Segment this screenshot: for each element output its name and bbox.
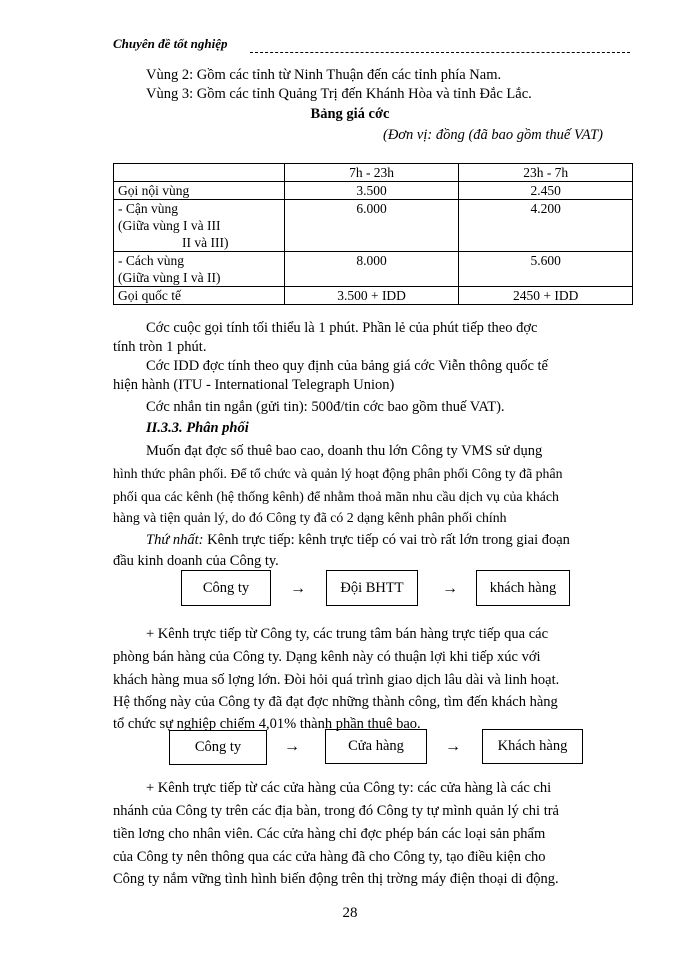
- day-rate: 3.500 + IDD: [284, 287, 459, 305]
- paragraph-line: [146, 532, 570, 549]
- night-rate: 5.600: [459, 252, 633, 287]
- row-label-line: (Giữa vùng I và III: [118, 218, 221, 233]
- table-title: Bảng giá cớc: [310, 106, 390, 122]
- flow-box-customer: Khách hàng: [482, 729, 583, 764]
- row-label-line: Gọi quốc tế: [118, 288, 181, 303]
- intro-line: Vùng 3: Gồm các tỉnh Quảng Trị đến Khánh Hòa và tỉnh Đắc Lắc.: [146, 86, 532, 102]
- first-text: Kênh trực tiếp: kênh trực tiếp có vai trò rất lớn trong giai đoạn: [203, 532, 570, 548]
- table-row: [114, 287, 633, 305]
- first-label: Thứ nhất:: [146, 532, 204, 548]
- row-label-line: II và III): [182, 235, 229, 250]
- night-rate: 2.450: [459, 182, 633, 200]
- day-rate: 6.000: [284, 200, 459, 252]
- row-label-line: (Giữa vùng I và II): [118, 270, 221, 285]
- table-row: [114, 200, 633, 252]
- row-label-line: Gọi nội vùng: [118, 183, 190, 198]
- night-rate: 2450 + IDD: [459, 287, 633, 305]
- arrow-right-icon: →: [284, 738, 300, 755]
- paragraph-line: Công ty nắm vững tình hình biến động trên thị trờng máy điện thoại di động.: [113, 871, 559, 887]
- paragraph-line: hàng và tiện quản lý, do đó Công ty đã có 2 dạng kênh phân phối chính: [113, 510, 507, 525]
- paragraph-line: nhánh của Công ty trên các địa bàn, trong đó Công ty tự mình quản lý chi trả: [113, 803, 559, 819]
- paragraph-line: Hệ thống này của Công ty đã đạt đợc những thành công, tìm đến khách hàng: [113, 694, 558, 710]
- table-header-cell: 7h - 23h: [284, 164, 459, 182]
- table-header-row: [114, 164, 633, 182]
- paragraph-line: đầu kinh doanh của Công ty.: [113, 553, 279, 569]
- arrow-right-icon: →: [442, 580, 458, 597]
- table-row: [114, 252, 633, 287]
- row-label: [114, 200, 285, 252]
- paragraph-line: hình thức phân phối. Để tổ chức và quản lý hoạt động phân phối Công ty đã phân: [113, 466, 563, 481]
- arrow-right-icon: →: [290, 580, 306, 597]
- paragraph-line: của Công ty nên thông qua các cửa hàng đã cho Công ty, tạo điều kiện cho: [113, 849, 546, 865]
- note-line: hiện hành (ITU - International Telegraph Union): [113, 377, 395, 393]
- intro-line: Vùng 2: Gồm các tỉnh từ Ninh Thuận đến các tỉnh phía Nam.: [146, 67, 502, 83]
- flow-box-sales-team: Đội BHTT: [326, 570, 418, 606]
- row-label: [114, 287, 285, 305]
- page-number: 28: [342, 905, 358, 921]
- row-label-line: - Cách vùng: [118, 253, 184, 268]
- paragraph-line: phòng bán hàng của Công ty. Dạng kênh này có thuận lợi khi tiếp xúc với: [113, 649, 541, 665]
- paragraph-line: + Kênh trực tiếp từ Công ty, các trung tâm bán hàng trực tiếp qua các: [146, 626, 549, 642]
- note-line: tính tròn 1 phút.: [113, 339, 207, 355]
- flow-box-company: Công ty: [181, 570, 271, 606]
- note-line: Cớc nhắn tin ngắn (gửi tin): 500đ/tin cớc bao gồm thuế VAT).: [146, 399, 505, 415]
- table-unit: (Đơn vị: đồng (đã bao gồm thuế VAT): [383, 127, 603, 143]
- running-header: Chuyên đề tốt nghiệp: [113, 36, 228, 51]
- paragraph-line: + Kênh trực tiếp từ các cửa hàng của Công ty: các cửa hàng là các chi: [146, 780, 552, 796]
- table-header-cell: 23h - 7h: [459, 164, 633, 182]
- flow-box-store: Cửa hàng: [325, 729, 427, 764]
- table-header-cell: [114, 164, 285, 182]
- paragraph-line: khách hàng mua số lợng lớn. Đòi hỏi quá trình giao dịch lâu dài và linh hoạt.: [113, 672, 560, 688]
- day-rate: 8.000: [284, 252, 459, 287]
- paragraph-line: phối qua các kênh (hệ thống kênh) để nhằm thoả mãn nhu cầu dịch vụ của khách: [113, 489, 559, 504]
- paragraph-line: tiền lơng cho nhân viên. Các cửa hàng chỉ đợc phép bán các loại sản phẩm: [113, 826, 546, 842]
- section-heading: II.3.3. Phân phối: [146, 420, 249, 436]
- table-row: [114, 182, 633, 200]
- row-label-line: - Cận vùng: [118, 201, 178, 216]
- night-rate: 4.200: [459, 200, 633, 252]
- row-label: [114, 252, 285, 287]
- note-line: Cớc IDD đợc tính theo quy định của bảng giá cớc Viễn thông quốc tế: [146, 358, 548, 374]
- flow-box-customer: khách hàng: [476, 570, 570, 606]
- day-rate: 3.500: [284, 182, 459, 200]
- arrow-right-icon: →: [445, 738, 461, 755]
- paragraph-line: Muốn đạt đợc số thuê bao cao, doanh thu lớn Công ty VMS sử dụng: [146, 443, 543, 459]
- note-line: Cớc cuộc gọi tính tối thiểu là 1 phút. Phần lẻ của phút tiếp theo đợc: [146, 320, 538, 336]
- flow-box-company: Công ty: [169, 730, 267, 765]
- row-label: [114, 182, 285, 200]
- header-rule: [250, 52, 630, 53]
- paragraph-line: tổ chức sự nghiệp chiếm 4,01% thành phần thuê bao.: [113, 716, 421, 732]
- price-table: [113, 163, 633, 305]
